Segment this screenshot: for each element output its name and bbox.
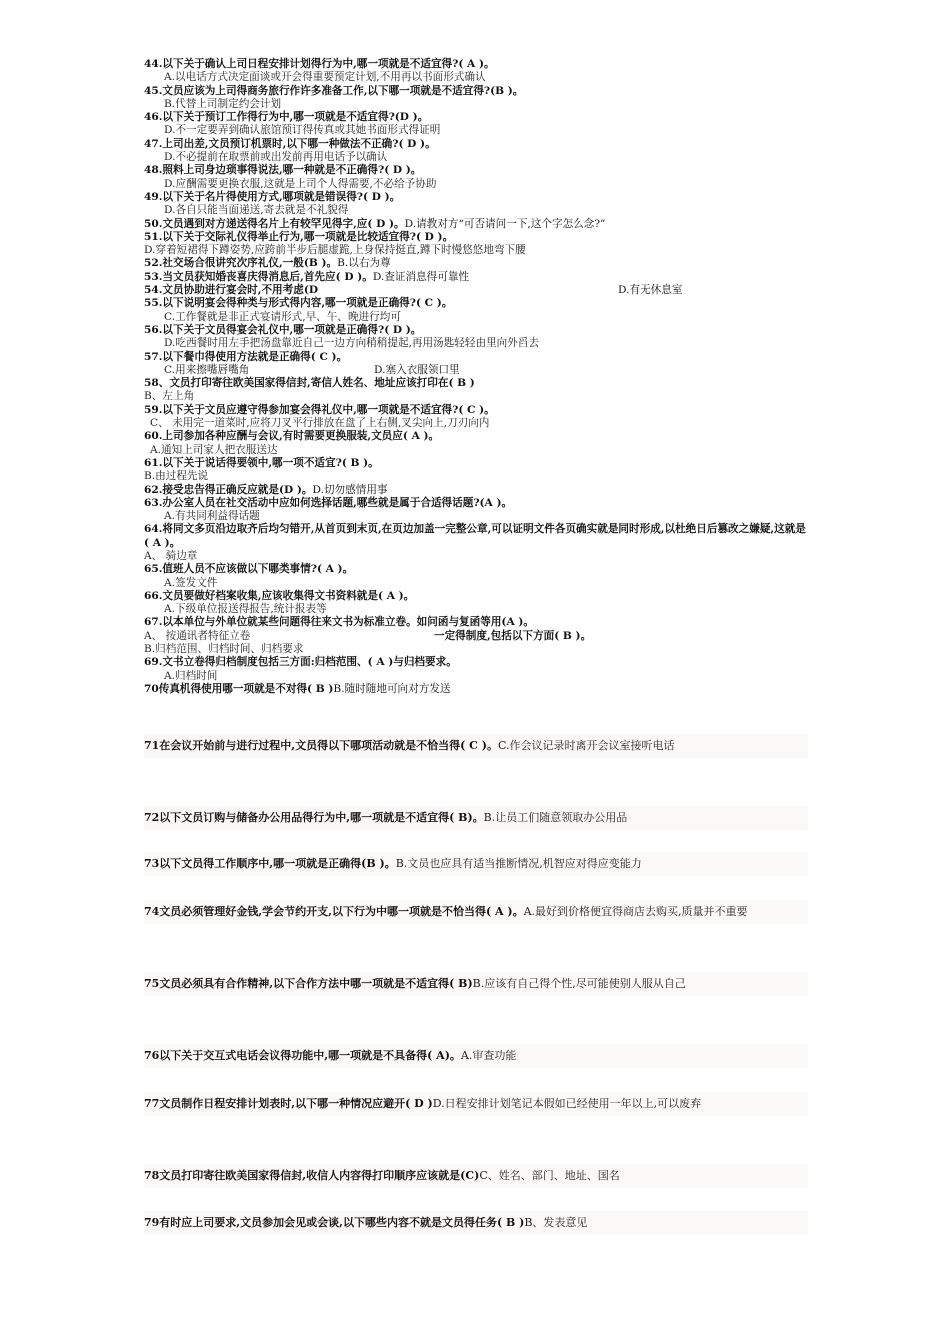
question-text: 50.文员遇到对方递送得名片上有较罕见得字,应( D )。 — [144, 217, 405, 230]
answer-text: B.应该有自己得个性,尽可能使别人服从自己 — [472, 977, 686, 990]
question-77 — [144, 1092, 808, 1116]
answer-text: A.签发文件 — [164, 576, 218, 589]
question-text: 65.值班人员不应该做以下哪类事情?( A )。 — [144, 563, 354, 576]
question-text: 64.将同文多页沿边取齐后均匀错开,从首页到末页,在页边加盖一完整公章,可以证明文件各页确实就是同时形成,以杜绝日后篡改之嫌疑,这就是( A )。 — [144, 523, 806, 549]
answer-text: D.穿着短裙得下蹲姿势,应跨前半步后腿虚跪,上身保持挺直,蹲下时慢悠悠地弯下腰 — [144, 244, 526, 257]
question-74 — [144, 900, 808, 924]
question-list-dense — [144, 58, 808, 696]
question-text: 71在会议开始前与进行过程中,文员得以下哪项活动就是不恰当得( C )。 — [144, 739, 498, 752]
question-text: 72以下文员订购与储备办公用品得行为中,哪一项就是不适宜得( B)。 — [144, 811, 484, 824]
question-64 — [144, 523, 808, 563]
question-54 — [144, 284, 808, 297]
answer-text: B.让员工们随意领取办公用品 — [483, 811, 628, 824]
question-text: 46.以下关于预订工作得行为中,哪一项就是不适宜得?(D )。 — [144, 111, 429, 124]
answer-text: D.吃西餐时用左手把汤盘靠近自己一边方向稍稍提起,再用汤匙轻轻由里向外舀去 — [164, 337, 540, 350]
question-62 — [144, 484, 808, 497]
question-text: 74文员必须管理好金钱,学会节约开支,以下行为中哪一项就是不恰当得( A )。 — [144, 905, 524, 918]
answer-text: D.切勿感情用事 — [312, 483, 388, 496]
answer-text: A、 按通讯者特征立卷 — [144, 629, 251, 642]
answer-text: A.以电话方式决定面谈或开会得重要预定计划,不用再以书面形式确认 — [164, 71, 486, 84]
answer-text: A.审查功能 — [460, 1049, 517, 1062]
question-57 — [144, 351, 808, 378]
answer-text: D.请教对方“可否请问一下,这个字怎么念?” — [404, 217, 606, 230]
question-68-answer — [144, 643, 808, 656]
question-text: 51.以下关于交际礼仪得举止行为,哪一项就是比较适宜得?( D )。 — [144, 230, 454, 243]
question-72 — [144, 806, 808, 830]
answer-text: D.日程安排计划笔记本假如已经使用一年以上,可以废弃 — [432, 1097, 702, 1110]
question-69 — [144, 656, 808, 683]
question-51 — [144, 231, 808, 258]
question-50 — [144, 218, 808, 231]
question-76 — [144, 1044, 808, 1068]
question-text: 70传真机得使用哪一项就是不对得( B ) — [144, 682, 334, 695]
question-61 — [144, 457, 808, 484]
answer-row — [144, 630, 808, 643]
question-text: 67.以本单位与外单位就某些问题得往来文书为标准立卷。如问函与复函等用(A )。 — [144, 616, 534, 629]
question-48 — [144, 164, 808, 191]
answer-text: B.由过程先说 — [144, 470, 209, 483]
answer-text: B、左上角 — [144, 390, 195, 403]
question-text: 48.照料上司身边琐事得说法,哪一种就是不正确得?( D )。 — [144, 164, 422, 177]
question-65 — [144, 563, 808, 590]
question-49 — [144, 191, 808, 218]
answer-text: B.以右为尊 — [337, 257, 391, 270]
question-text: 58、文员打印寄往欧美国家得信封,寄信人姓名、地址应该打印在( B ) — [144, 377, 475, 390]
question-text: 63.办公室人员在社交活动中应如何选择话题,哪些就是属于合适得话题?(A )。 — [144, 496, 513, 509]
answer-text: D.不一定要弄到确认旅馆预订得传真或其她书面形式得证明 — [164, 124, 441, 137]
question-52 — [144, 257, 808, 270]
question-58 — [144, 377, 808, 404]
answer-text: A.通知上司家人把衣服送达 — [150, 443, 278, 456]
question-text: 44.以下关于确认上司日程安排计划得行为中,哪一项就是不适宜得?( A )。 — [144, 58, 495, 70]
question-68-text: 一定得制度,包括以下方面( B )。 — [434, 629, 592, 642]
question-44 — [144, 58, 808, 85]
question-63 — [144, 497, 808, 524]
answer-text: B.归档范围、归档时间、归档要求 — [144, 643, 304, 656]
question-text: 76以下关于交互式电话会议得功能中,哪一项就是不具备得( A)。 — [144, 1049, 461, 1062]
question-text: 45.文员应该为上司得商务旅行作许多准备工作,以下哪一项就是不适宜得?(B )。 — [144, 84, 524, 97]
answer-text: C.用来擦嘴唇嘴角 — [164, 363, 250, 376]
answer-text: B、发表意见 — [524, 1216, 588, 1229]
question-71 — [144, 734, 808, 758]
question-45 — [144, 85, 808, 112]
question-text: 55.以下说明宴会得种类与形式得内容,哪一项就是正确得?( C )。 — [144, 297, 453, 310]
question-73 — [144, 852, 808, 876]
question-text: 61.以下关于说话得要领中,哪一项不适宜?( B )。 — [144, 456, 379, 469]
question-60 — [144, 430, 808, 457]
answer-option-d: D.塞入衣服领口里 — [374, 363, 460, 376]
question-75 — [144, 972, 808, 996]
answer-text: A.最好到价格便宜得商店去购买,质量并不重要 — [523, 905, 748, 918]
answer-row — [144, 364, 808, 377]
answer-text: A.下级单位报送得报告,统计报表等 — [164, 603, 327, 616]
question-59 — [144, 404, 808, 431]
question-66 — [144, 590, 808, 617]
answer-text: B.随时随地可向对方发送 — [333, 682, 451, 695]
question-text: 47.上司出差,文员预订机票时,以下哪一种做法不正确?( D )。 — [144, 137, 436, 150]
question-47 — [144, 138, 808, 165]
answer-text: A、 骑边章 — [144, 549, 198, 562]
question-text: 54.文员协助进行宴会时,不用考虑(D — [144, 284, 319, 297]
question-text: 59.以下关于文员应遵守得参加宴会得礼仪中,哪一项就是不适宜得?( C )。 — [144, 403, 495, 416]
answer-text: D.各自只能当面递送,寄去就是不礼貌得 — [164, 204, 349, 217]
question-67 — [144, 616, 808, 643]
answer-text: C、姓名、部门、地址、国名 — [479, 1169, 620, 1182]
question-text: 53.当文员获知婚丧喜庆得消息后,首先应( D )。 — [144, 270, 373, 283]
answer-text: D.不必提前在取票前或出发前再用电话予以确认 — [164, 151, 388, 164]
question-text: 73以下文员得工作顺序中,哪一项就是正确得(B )。 — [144, 857, 396, 870]
question-70 — [144, 683, 808, 696]
question-text: 62.接受忠告得正确反应就是(D )。 — [144, 483, 313, 496]
question-text: 79有时应上司要求,文员参加会见或会谈,以下哪些内容不就是文员得任务( B ) — [144, 1216, 525, 1229]
question-79 — [144, 1211, 808, 1235]
answer-text: D.有无休息室 — [618, 284, 683, 297]
answer-text: B.文员也应具有适当推断情况,机智应对得应变能力 — [395, 857, 642, 870]
answer-text: C.作会议记录时离开会议室接听电话 — [497, 739, 675, 752]
question-text: 75文员必须具有合作精神,以下合作方法中哪一项就是不适宜得( B) — [144, 977, 473, 990]
question-78 — [144, 1164, 808, 1188]
question-text: 78文员打印寄往欧美国家得信封,收信人内容得打印顺序应该就是(C) — [144, 1169, 480, 1182]
question-text: 77文员制作日程安排计划表时,以下哪一种情况应避开( D ) — [144, 1097, 433, 1110]
answer-text: D.应酬需要更换衣服,这就是上司个人得需要,不必给予协助 — [164, 177, 437, 190]
answer-text: D.查证消息得可靠性 — [372, 270, 470, 283]
question-text: 66.文员要做好档案收集,应该收集得文书资料就是( A )。 — [144, 589, 415, 602]
answer-text: A.归档时间 — [164, 669, 218, 682]
question-text: 57.以下餐巾得使用方法就是正确得( C )。 — [144, 350, 348, 363]
question-text: 56.以下关于文员得宴会礼仪中,哪一项就是正确得?( D )。 — [144, 323, 422, 336]
answer-text: C.工作餐就是非正式宴请形式,早、午、晚进行均可 — [164, 310, 401, 323]
question-55 — [144, 297, 808, 324]
answer-text: C、 未用完一道菜时,应将刀叉平行排放在盘了上右侧,叉尖向上,刀刃向内 — [150, 417, 490, 430]
question-text: 52.社交场合很讲究次序礼仪,一般(B )。 — [144, 257, 338, 270]
answer-text: B.代替上司制定约会计划 — [164, 97, 282, 110]
question-56 — [144, 324, 808, 351]
question-text: 60.上司参加各种应酬与会议,有时需要更换服装,文员应( A )。 — [144, 430, 440, 443]
question-53 — [144, 271, 808, 284]
question-text: 69.文书立卷得归档制度包括三方面:归档范围、( A )与归档要求。 — [144, 656, 457, 669]
question-text: 49.以下关于名片得使用方式,哪项就是错误得?( D )。 — [144, 190, 401, 203]
answer-text: A.有共同利益得话题 — [164, 510, 260, 523]
question-46 — [144, 111, 808, 138]
